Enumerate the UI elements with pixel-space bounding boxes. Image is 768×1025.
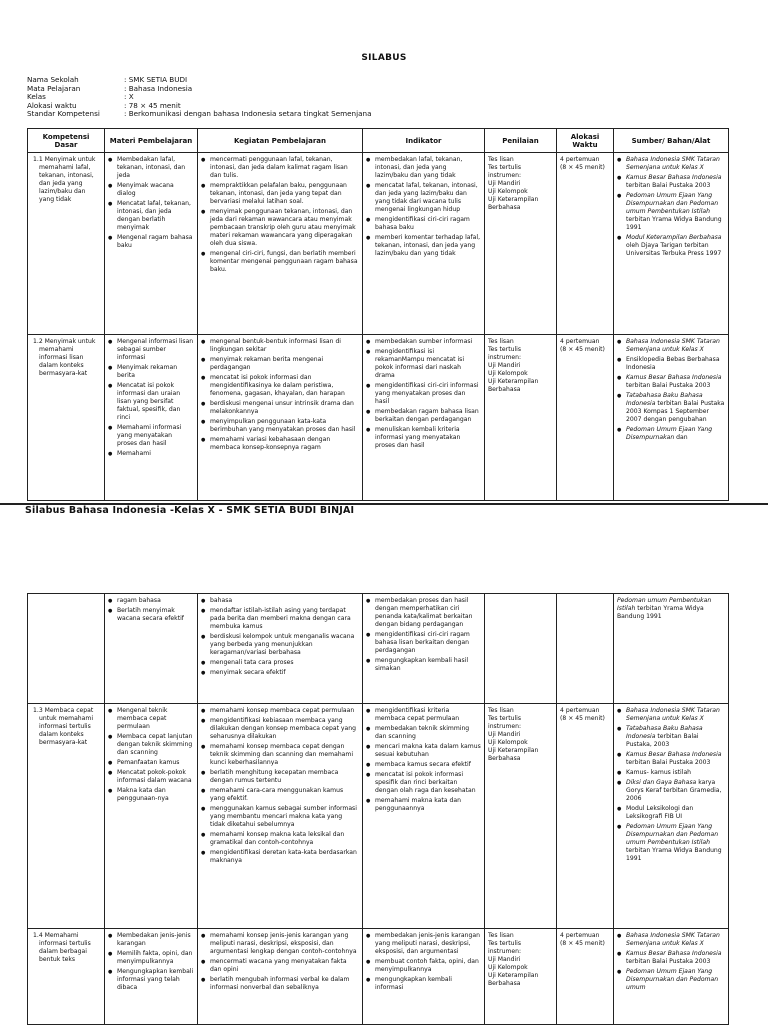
kegiatan-list-item: ● memahami konsep membaca cepat permulaan (201, 707, 359, 715)
penilaian-list-line: Tes lisan (488, 707, 514, 714)
indikator-list-item: ● membedakan lafal, tekanan, intonasi, dan jeda yang lazim/baku dan yang tidak (366, 156, 481, 180)
materi-list-item: ● Memahami informasi yang menyatakan proses dan hasil (108, 424, 194, 448)
penilaian-cell (485, 335, 557, 501)
meta-value: : Bahasa Indonesia (124, 83, 193, 93)
indikator-list (366, 597, 481, 673)
penilaian-list-line: Tes lisan (488, 338, 514, 345)
materi-cell (105, 929, 198, 1025)
penilaian-cell (485, 704, 557, 929)
source-text: Pedoman Umum Ejaan Yang Disempurnakan (626, 426, 713, 441)
indikator-list-item: ● mencatat lafal, tekanan, intonasi, dan jeda yang lazim/baku dan yang tidak dari wacana tulis mengenai lingkungan hidup (366, 182, 481, 214)
source-text: Bahasa Indonesia SMK Tataran Semenjana untuk Kelas X (626, 156, 720, 171)
kegiatan-list-item: ● menyimak secara efektif (201, 669, 359, 677)
source-text: terbitan Balai Pustaka, 2003 (626, 733, 699, 748)
source-text: terbitan Balai Pustaka 2003 (626, 182, 711, 189)
kegiatan-list-item: ● mencermati wacana yang menyatakan fakta dan opini (201, 958, 359, 974)
sumber-list-item (617, 805, 725, 821)
kompetensi-text: 1.2 Menyimak untuk memahami informasi lisan dalam konteks bermasyara-kat (33, 338, 96, 377)
meta-row (27, 110, 371, 119)
source-text: Pedoman Umum Ejaan Yang Disempurnakan dan Pedoman umum Pembentukan Istilah (626, 192, 719, 215)
sumber-list-item (617, 192, 725, 232)
kompetensi-cell (28, 153, 105, 335)
sumber-list-item (617, 338, 725, 354)
source-text: Bahasa Indonesia SMK Tataran Semenjana untuk Kelas X (626, 338, 720, 353)
source-text: Pedoman umum Pembentukan Istilah (617, 597, 712, 612)
sumber-list-item (617, 823, 725, 863)
waktu-cell (557, 153, 614, 335)
meta-label: Kelas (27, 92, 46, 102)
penilaian-list-line: Uji Mandiri (488, 362, 521, 369)
source-text: terbitan Yrama Widya Bandung 1991 (617, 605, 704, 620)
kegiatan-list (201, 597, 359, 677)
source-text: Kamus Besar Bahasa Indonesia (626, 751, 722, 758)
indikator-list-item: ● mengungkapkan kembali hasil simakan (366, 657, 481, 673)
materi-list-item: ● Menyimak rekaman berita (108, 364, 194, 380)
indikator-list (366, 338, 481, 450)
penilaian-list-line: Uji Mandiri (488, 956, 521, 963)
materi-list-item: ● Membedakan jenis-jenis karangan (108, 932, 194, 948)
sumber-list-item (617, 426, 725, 442)
source-text: oleh Djaya Tarigan terbitan Universitas Terbuka Press 1997 (626, 242, 722, 257)
source-text: Ensiklopedia Bebas Berbahasa Indonesia (626, 356, 720, 371)
kegiatan-list-item: ● mengidentifikasi deretan kata-kata berdasarkan maknanya (201, 849, 359, 865)
source-text: Kamus Besar Bahasa Indonesia (626, 174, 722, 181)
sumber-list-item (617, 234, 725, 258)
indikator-list-item: ● membedakan teknik skimming dan scanning (366, 725, 481, 741)
waktu-list-line: 4 pertemuan (560, 156, 600, 163)
indikator-list-item: ● mengidentifikasi kriteria membaca cepat permulaan (366, 707, 481, 723)
kegiatan-cell (198, 704, 363, 929)
penilaian-list-line: Uji Kelompok (488, 739, 528, 746)
indikator-list-item: ● membedakan jenis-jenis karangan yang meliputi narasi, deskripsi, eksposisi, dan argumentasi (366, 932, 481, 956)
sumber-list (617, 156, 725, 258)
source-text: terbitan Yrama Widya Bandung 1991 (626, 216, 722, 231)
kompetensi-text: 1.3 Membaca cepat untuk memahami informasi tertulis dalam konteks bermasyara-kat (33, 707, 94, 746)
meta-value: : Berkomunikasi dengan bahasa Indonesia setara tingkat Semenjana (124, 109, 372, 119)
meta-value: : SMK SETIA BUDI (124, 75, 188, 84)
penilaian-list-line: Uji Mandiri (488, 731, 521, 738)
kegiatan-list-item: ● berdiskusi kelompok untuk menganalis wacana yang berbeda yang menunjukkan keragaman/variasi berbahasa (201, 633, 359, 657)
sumber-list-item (617, 356, 725, 372)
indikator-list-item: ● membuat contoh fakta, opini, dan menyimpulkannya (366, 958, 481, 974)
materi-list (108, 597, 194, 623)
materi-list-item: ● Mencatat pokok-pokok informasi dalam wacana (108, 769, 194, 785)
materi-list-item: ● Berlatih menyimak wacana secara efektif (108, 607, 194, 623)
kompetensi-cell (28, 594, 105, 704)
penilaian-list-line: Uji Keterampilan Berbahasa (488, 747, 539, 762)
syllabus-table-page-2 (27, 593, 729, 1025)
materi-list-item: ● Mencatat isi pokok informasi dan uraian lisan yang bersifat faktual, spesifik, dan rinci (108, 382, 194, 422)
materi-list-item: ● Mengungkapkan kembali informasi yang telah dibaca (108, 968, 194, 992)
kegiatan-list-item: ● memahami konsep makna kata leksikal dan gramatikal dan contoh-contohnya (201, 831, 359, 847)
kegiatan-list-item: ● mencatat isi pokok informasi dan mengidentifikasinya ke dalam peristiwa, fenomena, gagasan, khayalan, dan harapan (201, 374, 359, 398)
waktu-list-line: (8 × 45 menit) (560, 164, 605, 171)
waktu-list (560, 156, 610, 172)
column-header: Materi Pembelajaran (105, 129, 198, 153)
sumber-list-item (617, 392, 725, 424)
kompetensi-cell (28, 929, 105, 1025)
kegiatan-list-item: ● menyimpulkan penggunaan kata-kata berimbuhan yang menyatakan proses dan hasil (201, 418, 359, 434)
indikator-list-item: ● mengidentifikasi ciri-ciri ragam bahasa lisan berkaitan dengan perdagangan (366, 631, 481, 655)
meta-label: Alokasi waktu (27, 100, 77, 110)
kegiatan-list-item: ● berlatih mengubah informasi verbal ke dalam informasi nonverbal dan sebaliknya (201, 976, 359, 992)
meta-value: : X (124, 92, 134, 102)
materi-list-item: ● Memilih fakta, opini, dan menyimpulkannya (108, 950, 194, 966)
document-title: SILABUS (361, 53, 407, 63)
indikator-list-item: ● mengidentifikasi ciri-ciri ragam bahasa baku (366, 216, 481, 232)
kegiatan-list (201, 932, 359, 992)
sumber-list-item (617, 707, 725, 723)
penilaian-list-line: instrumen: (488, 354, 522, 361)
kegiatan-cell (198, 153, 363, 335)
indikator-cell (363, 594, 485, 704)
source-text: Modul Leksikologi dan Leksikografi FIB UI (626, 805, 694, 820)
column-header: Kompetensi Dasar (28, 129, 105, 153)
sumber-list-item (617, 751, 725, 767)
source-text: Bahasa Indonesia SMK Tataran Semenjana untuk Kelas X (626, 932, 720, 947)
table-row (28, 704, 729, 929)
table-row (28, 594, 729, 704)
penilaian-list (488, 707, 553, 763)
penilaian-list (488, 338, 553, 394)
kegiatan-list-item: ● mengidentifikasi kebiasaan membaca yang dilakukan dengan konsep membaca cepat yang seharusnya dilakukan (201, 717, 359, 741)
kegiatan-cell (198, 594, 363, 704)
penilaian-list-line: Uji Keterampilan Berbahasa (488, 378, 539, 393)
kegiatan-list-item: ● memahami variasi kebahasaan dengan membaca konsep-konsepnya ragam (201, 436, 359, 452)
sumber-cell (614, 335, 729, 501)
kegiatan-list-item: ● mencermati penggunaan lafal, tekanan, intonasi, dan jeda dalam kalimat ragam lisan dan tulis. (201, 156, 359, 180)
indikator-cell (363, 335, 485, 501)
indikator-list-item: ● membedakan ragam bahasa lisan berkaitan dengan perdagangan (366, 408, 481, 424)
sumber-list (617, 707, 725, 863)
kegiatan-cell (198, 929, 363, 1025)
kegiatan-list-item: ● berlatih menghitung kecepatan membaca dengan rumus tertentu (201, 769, 359, 785)
penilaian-list-line: Uji Kelompok (488, 964, 528, 971)
kompetensi-text: 1.4 Memahami informasi tertulis dalam berbagai bentuk teks (33, 932, 91, 963)
source-text: Pedoman Umum Ejaan Yang Disempurnakan dan Pedoman umum (626, 968, 719, 991)
meta-label: Standar Kompetensi (27, 109, 100, 119)
waktu-cell (557, 335, 614, 501)
meta-value: : 78 × 45 menit (124, 100, 181, 110)
penilaian-list-line: Uji Mandiri (488, 180, 521, 187)
penilaian-list-line: Uji Keterampilan Berbahasa (488, 972, 539, 987)
table-row (28, 335, 729, 501)
waktu-cell (557, 594, 614, 704)
source-text: Diksi dan Gaya Bahasa (626, 779, 697, 786)
meta-row (27, 93, 371, 102)
penilaian-list-line: Tes lisan (488, 156, 514, 163)
waktu-list-line: 4 pertemuan (560, 338, 600, 345)
waktu-list (560, 707, 610, 723)
indikator-list-item: ● membaca kamus secara efektif (366, 761, 481, 769)
page-one (0, 0, 768, 505)
penilaian-cell (485, 594, 557, 704)
kegiatan-list-item: ● menggunakan kamus sebagai sumber informasi yang membantu mencari makna kata yang tidak diketahui sebelumnya (201, 805, 359, 829)
waktu-list (560, 338, 610, 354)
indikator-list-item: ● mengidentifikasi ciri-ciri informasi yang menyatakan proses dan hasil (366, 382, 481, 406)
source-text: terbitan Balai Pustaka 2003 (626, 958, 711, 965)
penilaian-list (488, 156, 553, 212)
penilaian-cell (485, 929, 557, 1025)
materi-cell (105, 335, 198, 501)
materi-list-item: ● Mengenal informasi lisan sebagai sumber informasi (108, 338, 194, 362)
sumber-list (617, 932, 725, 992)
column-header: Kegiatan Pembelajaran (198, 129, 363, 153)
kegiatan-list-item: ● bahasa (201, 597, 359, 605)
indikator-list (366, 932, 481, 992)
meta-row (27, 85, 371, 94)
waktu-list (560, 932, 610, 948)
column-header: Sumber/ Bahan/Alat (614, 129, 729, 153)
waktu-list-line: (8 × 45 menit) (560, 940, 605, 947)
materi-list (108, 338, 194, 458)
materi-list-item: ● Mengenal teknik membaca cepat permulaan (108, 707, 194, 731)
sumber-list-item (617, 769, 725, 777)
source-text: Kamus Besar Bahasa Indonesia (626, 374, 722, 381)
materi-cell (105, 153, 198, 335)
kegiatan-list (201, 707, 359, 865)
source-text: Kamus- kamus istilah (626, 769, 692, 776)
indikator-list-item: ● membedakan proses dan hasil dengan memperhatikan ciri penanda kata/kalimat berkaitan dengan bidang perdagangan (366, 597, 481, 629)
penilaian-list-line: Uji Keterampilan Berbahasa (488, 196, 539, 211)
indikator-cell (363, 704, 485, 929)
materi-list-item: ● Memahami (108, 450, 194, 458)
materi-cell (105, 594, 198, 704)
kegiatan-list-item: ● mendaftar istilah-istilah asing yang terdapat pada berita dan memberi makna dengan cara membuka kamus (201, 607, 359, 631)
materi-list-item: ● Menyimak wacana dialog (108, 182, 194, 198)
meta-label: Nama Sekolah (27, 75, 79, 84)
sumber-list-item (617, 932, 725, 948)
indikator-list-item: ● mencari makna kata dalam kamus sesuai kebutuhan (366, 743, 481, 759)
sumber-list-item (617, 725, 725, 749)
kegiatan-list-item: ● memahami cara-cara menggunakan kamus yang efektif. (201, 787, 359, 803)
waktu-list-line: 4 pertemuan (560, 932, 600, 939)
sumber-cell (614, 594, 729, 704)
source-text: Pedoman Umum Ejaan Yang Disempurnakan dan Pedoman umum Pembentukan Istilah (626, 823, 719, 846)
waktu-list-line: (8 × 45 menit) (560, 346, 605, 353)
indikator-list-item: ● memberi komentar terhadap lafal, tekanan, intonasi, dan jeda yang lazim/baku dan yang tidak (366, 234, 481, 258)
materi-list (108, 932, 194, 992)
sumber-list-item (617, 174, 725, 190)
penilaian-list-line: instrumen: (488, 172, 522, 179)
kompetensi-text: 1.1 Menyimak untuk memahami lafal, tekanan, intonasi, dan jeda yang lazim/baku dan yang tidak (33, 156, 96, 203)
sumber-list (617, 338, 725, 442)
source-text: terbitan Balai Pustaka 2003 (626, 382, 711, 389)
source-text: Bahasa Indonesia SMK Tataran Semenjana untuk Kelas X (626, 707, 720, 722)
sumber-list (617, 597, 725, 621)
indikator-list (366, 156, 481, 258)
source-text: Modul Keterampilan Berbahasa (626, 234, 722, 241)
materi-list-item: ● Makna kata dan penggunaan-nya (108, 787, 194, 803)
indikator-list-item: ● memahami makna kata dan penggunaannya (366, 797, 481, 813)
indikator-cell (363, 153, 485, 335)
indikator-list-item: ● mengidentifikasi isi rekamanMampu mencatat isi pokok informasi dari naskah drama (366, 348, 481, 380)
kegiatan-list-item: ● mengenal bentuk-bentuk informasi lisan di lingkungan sekitar (201, 338, 359, 354)
syllabus-table-page-1 (27, 128, 729, 501)
kompetensi-cell (28, 335, 105, 501)
sumber-list-item (617, 950, 725, 966)
table-header-row (28, 129, 729, 153)
penilaian-list-line: Tes tertulis (488, 715, 522, 722)
source-text: terbitan Balai Pustaka 2003 Kompas 1 September 2007 dengan pengubahan (626, 400, 725, 423)
kegiatan-list (201, 156, 359, 274)
penilaian-cell (485, 153, 557, 335)
kegiatan-list-item: ● memahami konsep jenis-jenis karangan yang meliputi narasi, deskripsi, eksposisi, dan argumentasi lengkap dengan contoh-contohnya (201, 932, 359, 956)
penilaian-list-line: Tes tertulis (488, 940, 522, 947)
kegiatan-list (201, 338, 359, 452)
source-text: Tatabahasa Baku Bahasa Indonesia (626, 725, 703, 740)
sumber-cell (614, 929, 729, 1025)
waktu-cell (557, 704, 614, 929)
materi-list-item: ● Membaca cepat lanjutan dengan teknik skimming dan scanning (108, 733, 194, 757)
page-footer: Silabus Bahasa Indonesia -Kelas X - SMK SETIA BUDI BINJAI (25, 505, 355, 516)
table-row (28, 153, 729, 335)
indikator-list (366, 707, 481, 813)
identity-block (27, 76, 371, 119)
indikator-list-item: ● membedakan sumber informasi (366, 338, 481, 346)
source-text: dan (674, 434, 688, 441)
waktu-cell (557, 929, 614, 1025)
sumber-cell (614, 704, 729, 929)
indikator-list-item: ● menuliskan kembali kriteria informasi yang menyatakan proses dan hasil (366, 426, 481, 450)
kegiatan-cell (198, 335, 363, 501)
penilaian-list-line: instrumen: (488, 948, 522, 955)
kegiatan-list-item: ● memahami konsep membaca cepat dengan teknik skimming dan scanning dan memahami kunci keberhasilannya (201, 743, 359, 767)
sumber-list-item (617, 156, 725, 172)
waktu-list-line: (8 × 45 menit) (560, 715, 605, 722)
indikator-list-item: ● mengungkapkan kembali informasi (366, 976, 481, 992)
kegiatan-list-item: ● mengenali tata cara proses (201, 659, 359, 667)
table-row (28, 929, 729, 1025)
kegiatan-list-item: ● berdiskusi mengenai unsur intrinsik drama dan melakonkannya (201, 400, 359, 416)
kegiatan-list-item: ● mengenal ciri-ciri, fungsi, dan berlatih memberi komentar mengenai penggunaan ragam bahasa baku. (201, 250, 359, 274)
sumber-list-item (617, 779, 725, 803)
source-text: karya Gorys Keraf terbitan Gramedia, 2006 (626, 779, 722, 802)
penilaian-list-line: Tes lisan (488, 932, 514, 939)
column-header: Penilaian (485, 129, 557, 153)
sumber-list-item (617, 374, 725, 390)
source-text: Tatabahasa Baku Bahasa Indonesia (626, 392, 703, 407)
meta-label: Mata Pelajaran (27, 83, 81, 93)
column-header: Indikator (363, 129, 485, 153)
sumber-list-item (617, 597, 725, 621)
kompetensi-cell (28, 704, 105, 929)
penilaian-list-line: Tes tertulis (488, 346, 522, 353)
materi-list-item: ● Membedakan lafal, tekanan, intonasi, dan jeda (108, 156, 194, 180)
materi-cell (105, 704, 198, 929)
materi-list (108, 707, 194, 803)
materi-list (108, 156, 194, 250)
source-text: terbitan Balai Pustaka 2003 (626, 759, 711, 766)
penilaian-list-line: Uji Kelompok (488, 370, 528, 377)
penilaian-list (488, 932, 553, 988)
materi-list-item: ● ragam bahasa (108, 597, 194, 605)
materi-list-item: ● Pemanfaatan kamus (108, 759, 194, 767)
penilaian-list-line: Tes tertulis (488, 164, 522, 171)
source-text: terbitan Yrama Widya Bandung 1991 (626, 847, 722, 862)
column-header: Alokasi Waktu (557, 129, 614, 153)
sumber-list-item (617, 968, 725, 992)
materi-list-item: ● Mengenal ragam bahasa baku (108, 234, 194, 250)
penilaian-list-line: Uji Kelompok (488, 188, 528, 195)
indikator-cell (363, 929, 485, 1025)
kegiatan-list-item: ● menyimak rekaman berita mengenai perdagangan (201, 356, 359, 372)
sumber-cell (614, 153, 729, 335)
kegiatan-list-item: ● mempraktikkan pelafalan baku, penggunaan tekanan, intonasi, dan jeda yang tepat dan bervariasi melalui latihan soal. (201, 182, 359, 206)
waktu-list-line: 4 pertemuan (560, 707, 600, 714)
source-text: Kamus Besar Bahasa Indonesia (626, 950, 722, 957)
penilaian-list-line: instrumen: (488, 723, 522, 730)
indikator-list-item: ● mencatat isi pokok informasi spesifik dan rinci berkaitan dengan olah raga dan kesehatan (366, 771, 481, 795)
materi-list-item: ● Mencatat lafal, tekanan, intonasi, dan jeda dengan berlatih menyimak (108, 200, 194, 232)
kegiatan-list-item: ● menyimak penggunaan tekanan, intonasi, dan jeda dari rekaman wawancara atau menyimak pembacaan transkrip oleh guru atau menyimak materi rekaman wawancara yang diperagakan oleh dua siswa. (201, 208, 359, 248)
